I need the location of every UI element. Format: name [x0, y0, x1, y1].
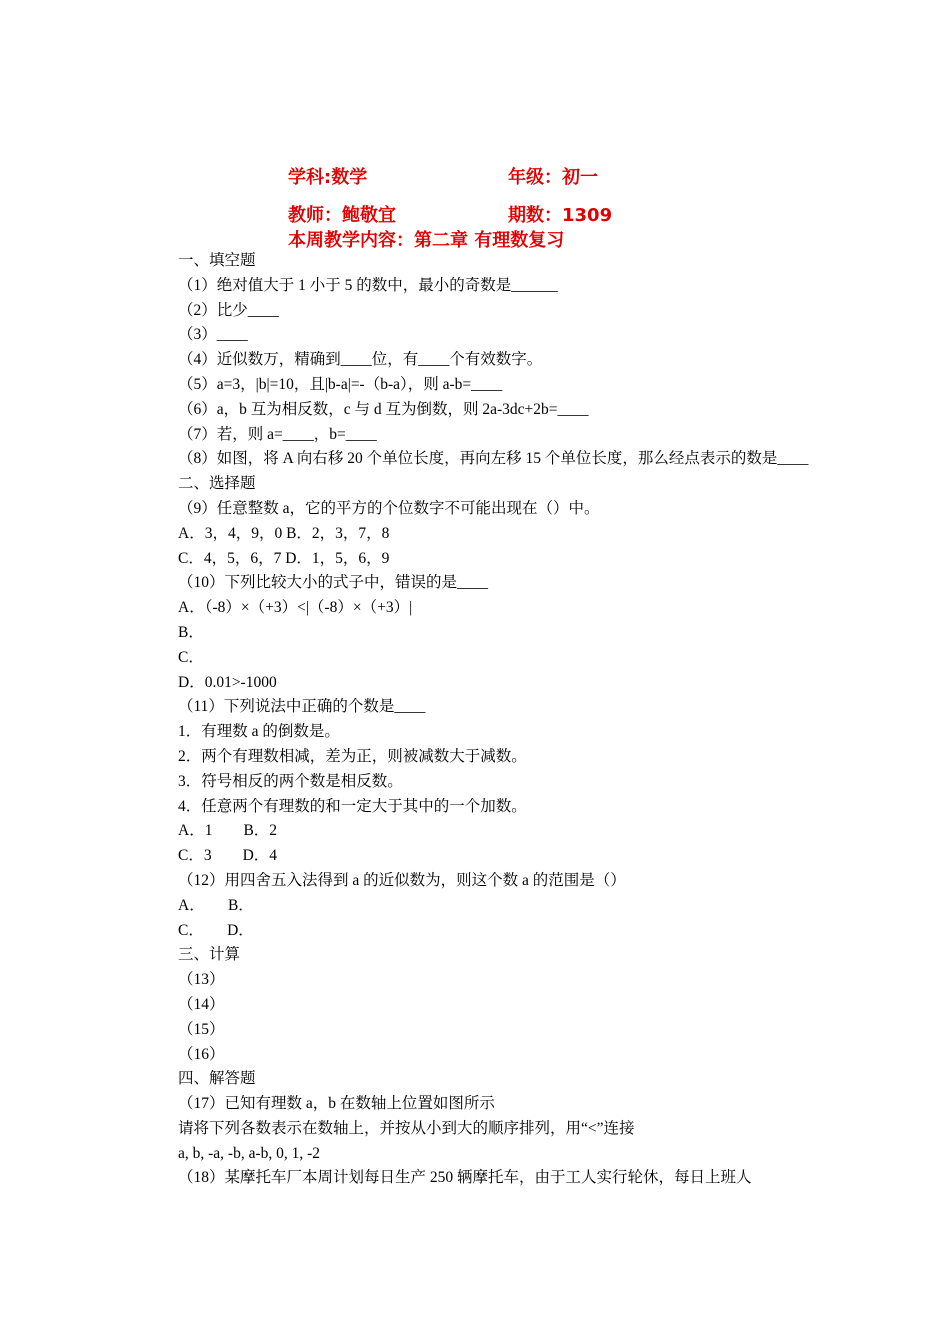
section-title-solve: 四、解答题: [178, 1070, 256, 1088]
question-17-instruction: 请将下列各数表示在数轴上，并按从小到大的顺序排列，用“<”连接: [178, 1119, 635, 1137]
question-10: （10）下列比较大小的式子中，错误的是____: [178, 574, 489, 592]
question-5: （5）a=3，|b|=10，且|b-a|=-（b-a），则 a-b=____: [178, 375, 503, 393]
header-teacher: 教师：鲍敬宜: [288, 205, 396, 226]
question-12-options-ab: A． B．: [178, 896, 254, 914]
question-16: （16）: [178, 1045, 225, 1063]
question-11: （11）下列说法中正确的个数是____: [178, 698, 426, 716]
question-9: （9）任意整数 a，它的平方的个位数字不可能出现在（）中。: [178, 499, 600, 517]
question-13: （13）: [178, 971, 225, 989]
question-11-statement-2: 2．两个有理数相减，差为正，则被减数大于减数。: [178, 747, 527, 765]
question-15: （15）: [178, 1020, 225, 1038]
header-content: 本周教学内容：第二章 有理数复习: [288, 230, 565, 251]
header-subject: 学科:数学: [288, 167, 368, 188]
question-10-option-d: D．0.01>-1000: [178, 673, 277, 691]
question-11-statement-1: 1．有理数 a 的倒数是。: [178, 723, 340, 741]
question-11-options-cd: C．3 D．4: [178, 847, 278, 865]
section-title-fill-in: 一、填空题: [178, 252, 256, 269]
section-title-calculation: 三、计算: [178, 946, 241, 964]
question-7: （7）若，则 a=____，b=____: [178, 425, 377, 443]
question-18: （18）某摩托车厂本周计划每日生产 250 辆摩托车，由于工人实行轮休，每日上班人: [178, 1169, 752, 1187]
question-10-option-b: B．: [178, 623, 204, 641]
question-8: （8）如图，将 A 向右移 20 个单位长度，再向左移 15 个单位长度，那么经点表示的数是____: [178, 450, 809, 468]
question-9-options-cd: C．4，5，6，7 D．1，5，6，9: [178, 549, 390, 567]
question-4: （4）近似数万，精确到____位，有____个有效数字。: [178, 351, 543, 369]
question-11-statement-4: 4．任意两个有理数的和一定大于其中的一个加数。: [178, 797, 527, 815]
header-grade: 年级：初一: [508, 167, 598, 188]
header-issue: 期数：1309: [508, 205, 613, 226]
document-body: [145, 249, 815, 1191]
question-2: （2）比少____: [178, 301, 279, 319]
question-12-options-cd: C． D．: [178, 921, 254, 939]
question-10-option-a: A．（-8）×（+3）<|（-8）×（+3）|: [178, 599, 413, 617]
question-11-options-ab: A．1 B．2: [178, 822, 278, 840]
section-title-choice: 二、选择题: [178, 475, 256, 493]
question-11-statement-3: 3．符号相反的两个数是相反数。: [178, 772, 403, 790]
question-14: （14）: [178, 995, 225, 1013]
question-17-values: a, b, -a, -b, a-b, 0, 1, -2: [178, 1144, 321, 1162]
question-1: （1）绝对值大于 1 小于 5 的数中，最小的奇数是______: [178, 276, 558, 294]
question-17: （17）已知有理数 a，b 在数轴上位置如图所示: [178, 1095, 495, 1113]
question-3: （3）____: [178, 326, 248, 344]
question-6: （6）a，b 互为相反数，c 与 d 互为倒数，则 2a-3dc+2b=____: [178, 400, 589, 418]
question-9-options-ab: A．3，4，9，0 B．2，3，7，8: [178, 524, 390, 542]
question-12: （12）用四舍五入法得到 a 的近似数为，则这个数 a 的范围是（）: [178, 871, 626, 889]
question-10-option-c: C．: [178, 648, 204, 666]
